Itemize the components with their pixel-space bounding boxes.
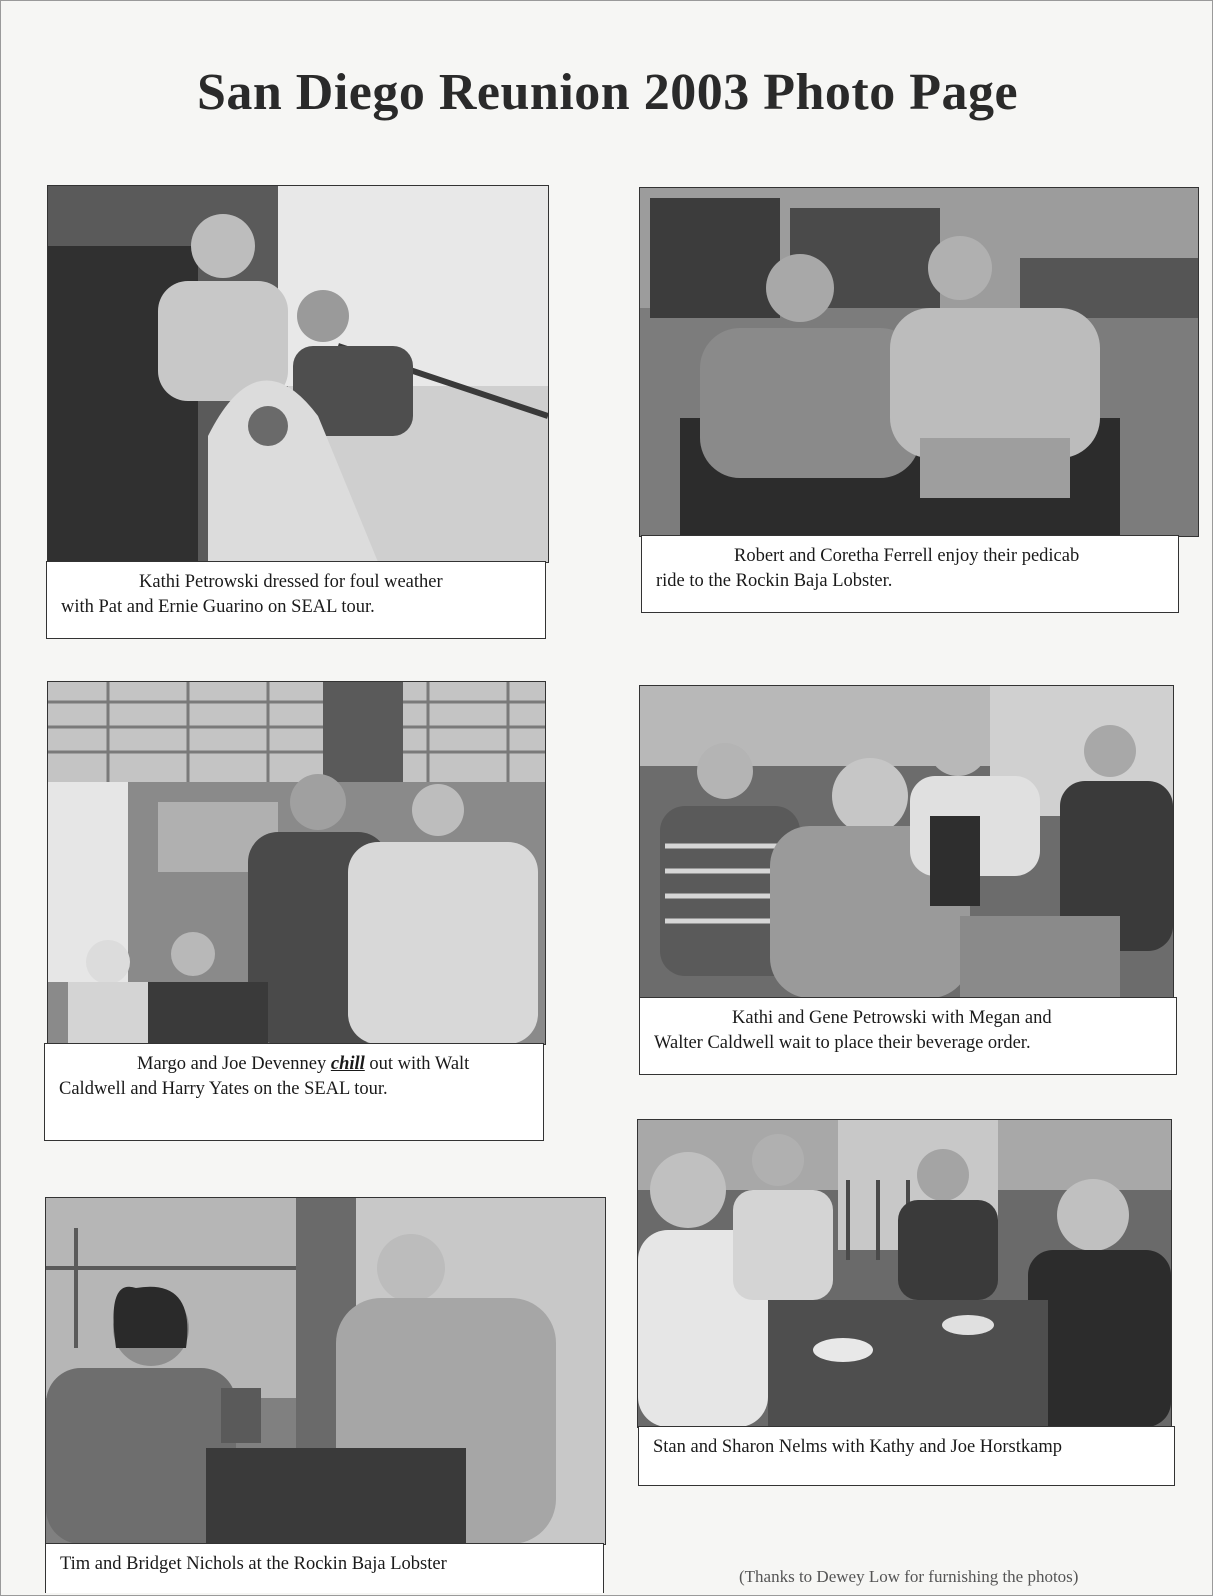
caption-line: Stan and Sharon Nelms with Kathy and Joe Horstkamp bbox=[653, 1437, 1062, 1457]
caption-line: Caldwell and Harry Yates on the SEAL tour. bbox=[59, 1079, 388, 1099]
caption-line: Kathi and Gene Petrowski with Megan and bbox=[732, 1008, 1052, 1028]
caption-line: with Pat and Ernie Guarino on SEAL tour. bbox=[61, 597, 375, 617]
photo-chill-seal-tour bbox=[47, 681, 546, 1045]
caption-emphasis: chill bbox=[330, 1054, 365, 1074]
caption-line: Robert and Coretha Ferrell enjoy their pedicab bbox=[734, 546, 1080, 566]
caption-chill-seal-tour bbox=[44, 1043, 544, 1141]
caption-seal-tour-foul-weather bbox=[46, 561, 546, 639]
caption-nichols-lobster bbox=[45, 1543, 604, 1593]
photo-pedicab-ride bbox=[639, 187, 1199, 537]
caption-line: Kathi Petrowski dressed for foul weather bbox=[139, 572, 443, 592]
photo-nichols-lobster bbox=[45, 1197, 606, 1545]
caption-line bbox=[59, 1052, 531, 1077]
photo-nelms-horstkamp bbox=[637, 1119, 1172, 1428]
caption-beverage-order bbox=[639, 997, 1177, 1075]
page-title: San Diego Reunion 2003 Photo Page bbox=[196, 64, 1019, 121]
caption-line: Walter Caldwell wait to place their beverage order. bbox=[654, 1033, 1031, 1053]
caption-line: ride to the Rockin Baja Lobster. bbox=[656, 571, 893, 591]
caption-text: Margo and Joe Devenney bbox=[137, 1054, 331, 1074]
caption-nelms-horstkamp bbox=[638, 1426, 1175, 1486]
photo-seal-tour-foul-weather bbox=[47, 185, 549, 563]
caption-text: out with Walt bbox=[364, 1054, 470, 1074]
photo-beverage-order bbox=[639, 685, 1174, 999]
photo-credit: (Thanks to Dewey Low for furnishing the photos) bbox=[739, 1567, 1079, 1586]
caption-pedicab-ride bbox=[641, 535, 1179, 613]
caption-line: Tim and Bridget Nichols at the Rockin Baja Lobster bbox=[60, 1554, 447, 1574]
